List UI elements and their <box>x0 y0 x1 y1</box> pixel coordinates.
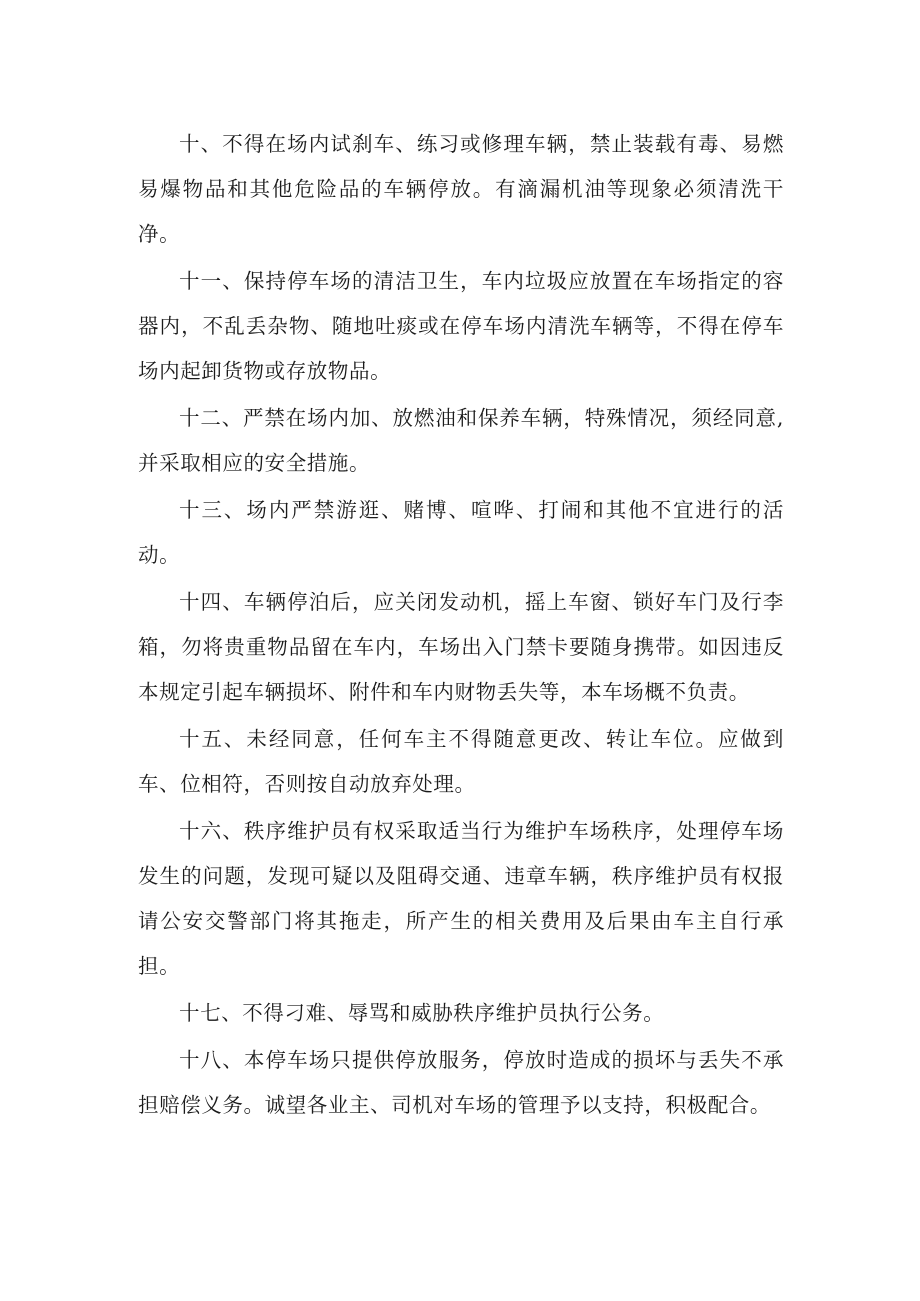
rule-paragraph-16: 十六、秩序维护员有权采取适当行为维护车场秩序，处理停车场发生的问题，发现可疑以及阻碍交通、违章车辆，秩序维护员有权报请公安交警部门将其拖走，所产生的相关费用及后果由车主自行承担。 <box>138 819 784 978</box>
rule-paragraph-18: 十八、本停车场只提供停放服务，停放时造成的损坏与丢失不承担赔偿义务。诚望各业主、司机对车场的管理予以支持，积极配合。 <box>138 1048 784 1117</box>
rule-paragraph-13: 十三、场内严禁游逛、赌博、喧哗、打闹和其他不宜进行的活动。 <box>138 498 784 567</box>
document-page <box>138 122 784 1128</box>
rule-paragraph-15: 十五、未经同意，任何车主不得随意更改、转让车位。应做到车、位相符，否则按自动放弃处理。 <box>138 727 784 796</box>
rule-paragraph-11: 十一、保持停车场的清洁卫生，车内垃圾应放置在车场指定的容器内，不乱丢杂物、随地吐痰或在停车场内清洗车辆等，不得在停车场内起卸货物或存放物品。 <box>138 269 784 383</box>
rule-paragraph-10: 十、不得在场内试刹车、练习或修理车辆，禁止装载有毒、易燃易爆物品和其他危险品的车辆停放。有滴漏机油等现象必须清洗干净。 <box>138 132 784 246</box>
rule-paragraph-14: 十四、车辆停泊后，应关闭发动机，摇上车窗、锁好车门及行李箱，勿将贵重物品留在车内，车场出入门禁卡要随身携带。如因违反本规定引起车辆损坏、附件和车内财物丢失等，本车场概不负责。 <box>138 590 784 704</box>
rule-paragraph-17: 十七、不得刁难、辱骂和威胁秩序维护员执行公务。 <box>179 1001 665 1025</box>
rule-paragraph-12: 十二、严禁在场内加、放燃油和保养车辆，特殊情况，须经同意,并采取相应的安全措施。 <box>138 406 784 475</box>
